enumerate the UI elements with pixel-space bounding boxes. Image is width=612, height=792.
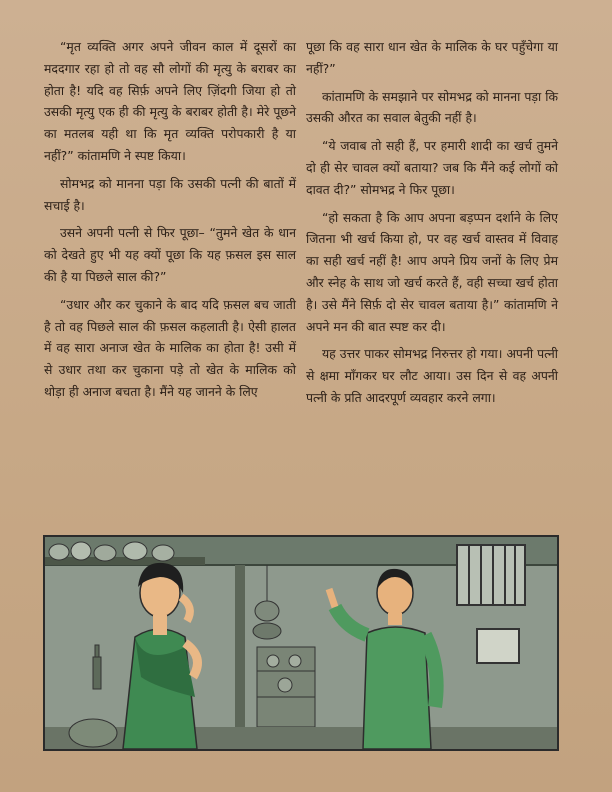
paragraph: कांतामणि के समझाने पर सोमभद्र को मानना पड़ा कि उसकी औरत का सवाल बेतुकी नहीं है। (306, 88, 558, 126)
paragraph: “उधार और कर चुकाने के बाद यदि फ़सल बच जाती है तो वह पिछले साल की फ़सल कहलाती है। ऐसी हालत में वह सारा अनाज खेत के मालिक का होता है! उसी में से उधार तथा कर चुकाना पड़े तो खेत के मालिक को थोड़ा ही अनाज बचता है। मैंने यह जानने के लिए (44, 296, 296, 399)
paragraph: “मृत व्यक्ति अगर अपने जीवन काल में दूसरों का मददगार रहा हो तो वह सौ लोगों की मृत्यु के बराबर का होता है! यदि वह सिर्फ़ अपने लिए ज़िंदगी जिया हो तो उसकी मृत्यु एक ही की मृत्यु के बराबर होती है। मेरे पूछने का मतलब यही था कि मृत व्यक्ति परोपकारी है या नहीं?” कांतामणि ने स्पष्ट किया। (44, 39, 296, 163)
illustration-scene (45, 537, 557, 749)
paragraph: “हो सकता है कि आप अपना बड़प्पन दर्शाने के लिए जितना भी खर्च किया हो, पर वह खर्च वास्तव में विवाह का सही खर्च नहीं है! आप अपने प्रिय जनों के लिए प्रेम और स्नेह के साथ जो खर्च करते हैं, वही सच्चा खर्च होता है। उसे मैंने सिर्फ़ दो सेर चावल बताया है।” कांतामणि ने अपने मन की बात स्पष्ट कर दी। (306, 209, 558, 334)
paragraph: उसने अपनी पत्नी से फिर पूछा– “तुमने खेत के धान को देखते हुए भी यह क्यों पूछा कि यह फ़सल इस साल की है या पिछले साल की?” (44, 225, 296, 284)
paragraph-continued: पूछा कि वह सारा धान खेत के मालिक के घर पहुँचेगा या नहीं?” (306, 39, 558, 76)
left-text-column (44, 36, 296, 409)
right-text-column (306, 36, 558, 415)
story-illustration (43, 535, 559, 751)
paragraph: सोमभद्र को मानना पड़ा कि उसकी पत्नी की बातों में सचाई है। (44, 175, 296, 213)
paragraph: “ये जवाब तो सही हैं, पर हमारी शादी का खर्च तुमने दो ही सेर चावल क्यों बताया? जब कि मैंने कई लोगों को दावत दी?” सोमभद्र ने फिर पूछा। (306, 138, 558, 197)
paragraph: यह उत्तर पाकर सोमभद्र निरुत्तर हो गया। अपनी पत्नी से क्षमा माँगकर घर लौट आया। उस दिन से वह अपनी पत्नी के प्रति आदरपूर्ण व्यवहार करने लगा। (306, 346, 558, 405)
